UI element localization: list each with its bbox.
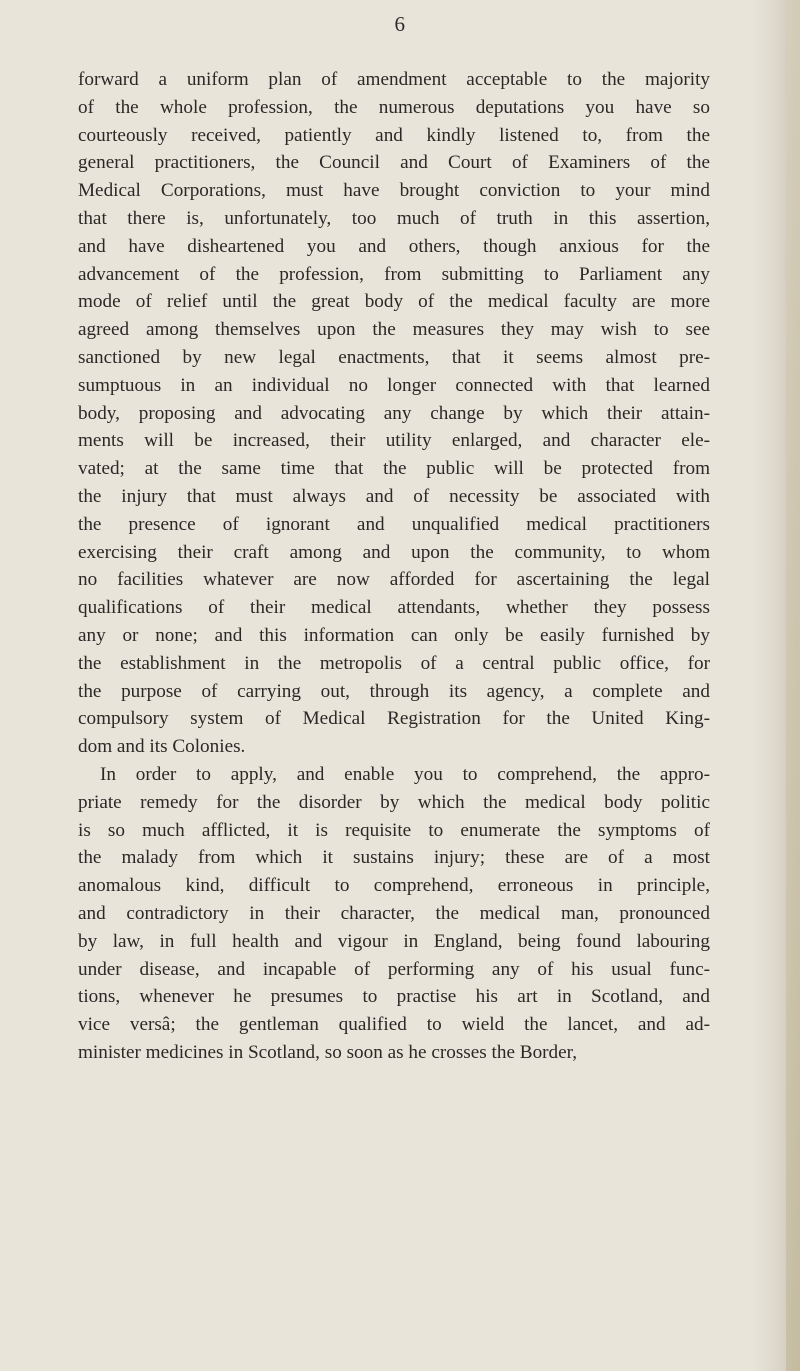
text-line: the presence of ignorant and unqualified medical practitioners: [78, 513, 710, 535]
text-line: advancement of the profession, from submitting to Parliament any: [78, 263, 710, 285]
text-line: of the whole profession, the numerous deputations you have so: [78, 96, 710, 118]
text-line: the injury that must always and of necessity be associated with: [78, 485, 710, 507]
text-line: vated; at the same time that the public will be protected from: [78, 458, 710, 480]
text-line: general practitioners, the Council and Court of Examiners of the: [78, 152, 710, 174]
body-text: [78, 66, 710, 1067]
text-line: by law, in full health and vigour in England, being found labouring: [78, 930, 710, 952]
text-line: sanctioned by new legal enactments, that it seems almost pre-: [78, 346, 710, 368]
text-line: agreed among themselves upon the measures they may wish to see: [78, 319, 710, 341]
text-line: minister medicines in Scotland, so soon as he crosses the Border,: [78, 1041, 578, 1063]
text-line: the malady from which it sustains injury; these are of a most: [78, 847, 710, 869]
text-line: mode of relief until the great body of the medical faculty are more: [78, 291, 710, 313]
text-line: that there is, unfortunately, too much of truth in this assertion,: [78, 207, 710, 229]
text-line: anomalous kind, difficult to comprehend, erroneous in principle,: [78, 875, 710, 897]
page-number: 6: [394, 12, 406, 36]
text-line: compulsory system of Medical Registration for the United King-: [78, 708, 710, 730]
text-line: is so much afflicted, it is requisite to enumerate the symptoms of: [78, 819, 710, 841]
text-line: priate remedy for the disorder by which the medical body politic: [78, 791, 710, 813]
text-line: sumptuous in an individual no longer connected with that learned: [78, 374, 710, 396]
page-edge-stain: [786, 0, 800, 1371]
text-line: and have disheartened you and others, though anxious for the: [78, 235, 710, 257]
text-line: any or none; and this information can only be easily furnished by: [78, 624, 710, 646]
text-line: exercising their craft among and upon the community, to whom: [78, 541, 710, 563]
text-line: no facilities whatever are now afforded for ascertaining the legal: [78, 569, 710, 591]
text-line: body, proposing and advocating any change by which their attain-: [78, 402, 710, 424]
text-line: the purpose of carrying out, through its agency, a complete and: [78, 680, 710, 702]
text-line: vice versâ; the gentleman qualified to wield the lancet, and ad-: [78, 1014, 710, 1036]
text-line: In order to apply, and enable you to comprehend, the appro-: [100, 763, 710, 785]
text-line: and contradictory in their character, the medical man, pronounced: [78, 902, 710, 924]
text-line: under disease, and incapable of performing any of his usual func-: [78, 958, 710, 980]
text-line: tions, whenever he presumes to practise his art in Scotland, and: [78, 986, 710, 1008]
text-line: forward a uniform plan of amendment acceptable to the majority: [78, 69, 710, 90]
text-line: dom and its Colonies.: [78, 736, 246, 758]
paragraph: [78, 66, 710, 761]
text-line: courteously received, patiently and kindly listened to, from the: [78, 124, 710, 146]
text-line: the establishment in the metropolis of a central public office, for: [78, 652, 710, 674]
paragraph: [78, 761, 710, 1067]
text-line: Medical Corporations, must have brought conviction to your mind: [78, 180, 710, 202]
text-line: ments will be increased, their utility enlarged, and character ele-: [78, 430, 710, 452]
text-line: qualifications of their medical attendants, whether they possess: [78, 597, 710, 619]
